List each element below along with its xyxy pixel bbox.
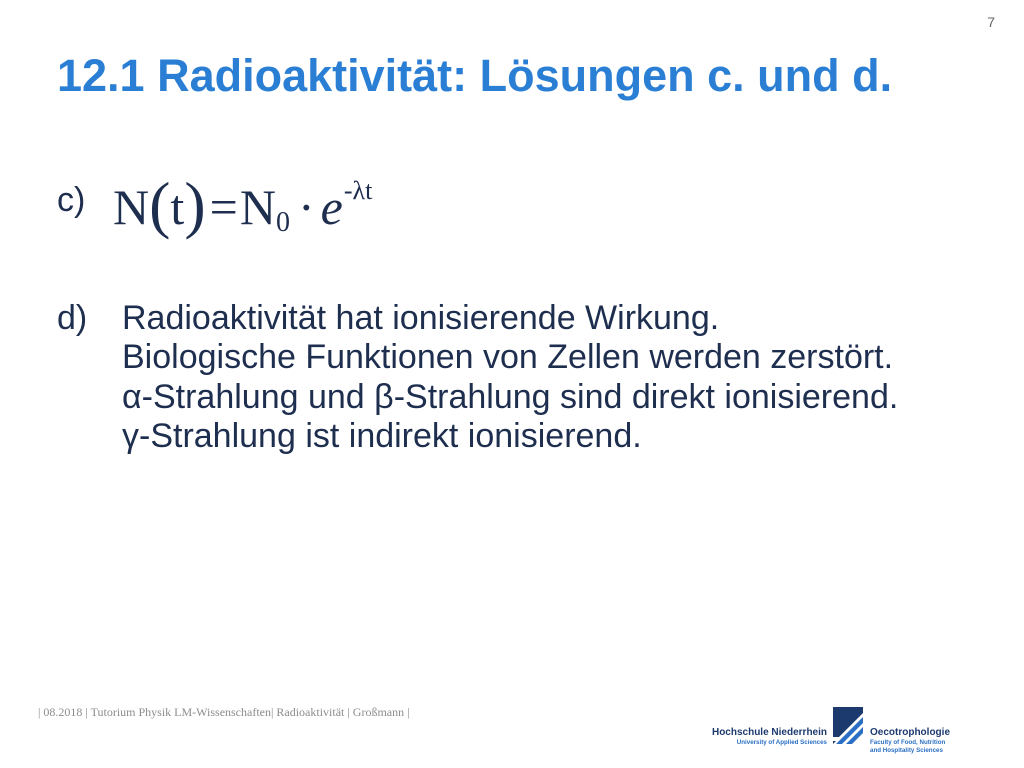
institution-subtitle: University of Applied Sciences — [736, 739, 827, 746]
formula-exp-base: e — [320, 179, 343, 235]
formula-multiply-dot: · — [297, 179, 315, 235]
formula-exponent: -λt — [343, 176, 373, 205]
formula-open-paren: ( — [149, 169, 171, 240]
answer-d-label: d) — [57, 299, 88, 337]
answer-d-line: Biologische Funktionen von Zellen werden zerstört. — [122, 338, 894, 377]
slide-footer: | 08.2018 | Tutorium Physik LM-Wissenschaften| Radioaktivität | Großmann | — [38, 705, 410, 719]
slide-title: 12.1 Radioaktivität: Lösungen c. und d. — [57, 50, 893, 101]
university-logo-mark-icon — [833, 704, 863, 746]
logo-mark-shapes — [833, 707, 863, 744]
formula-lhs-symbol: N — [113, 179, 150, 235]
formula-close-paren: ) — [184, 169, 206, 240]
answer-d-line: Radioaktivität hat ionisierende Wirkung. — [122, 299, 720, 337]
formula-rhs-symbol: N — [239, 179, 276, 235]
formula-rhs-subscript: 0 — [275, 207, 290, 238]
institution-name: Hochschule Niederrhein — [711, 727, 827, 738]
answer-d-line: γ-Strahlung ist indirekt ionisierend. — [122, 416, 642, 455]
faculty-name: Oecotrophologie — [870, 727, 950, 738]
formula-equals: = — [209, 179, 238, 235]
formula-lhs-variable: t — [170, 179, 185, 235]
answer-c-label: c) — [57, 181, 86, 219]
answer-c-formula — [113, 169, 373, 240]
answer-d-line: α-Strahlung und β-Strahlung sind direkt ionisierend. — [122, 377, 899, 416]
faculty-subtitle-line: Faculty of Food, Nutrition — [870, 739, 946, 746]
answer-d-text — [122, 299, 898, 456]
page-number: 7 — [987, 14, 995, 30]
faculty-subtitle-line: and Hospitality Sciences — [870, 746, 943, 754]
